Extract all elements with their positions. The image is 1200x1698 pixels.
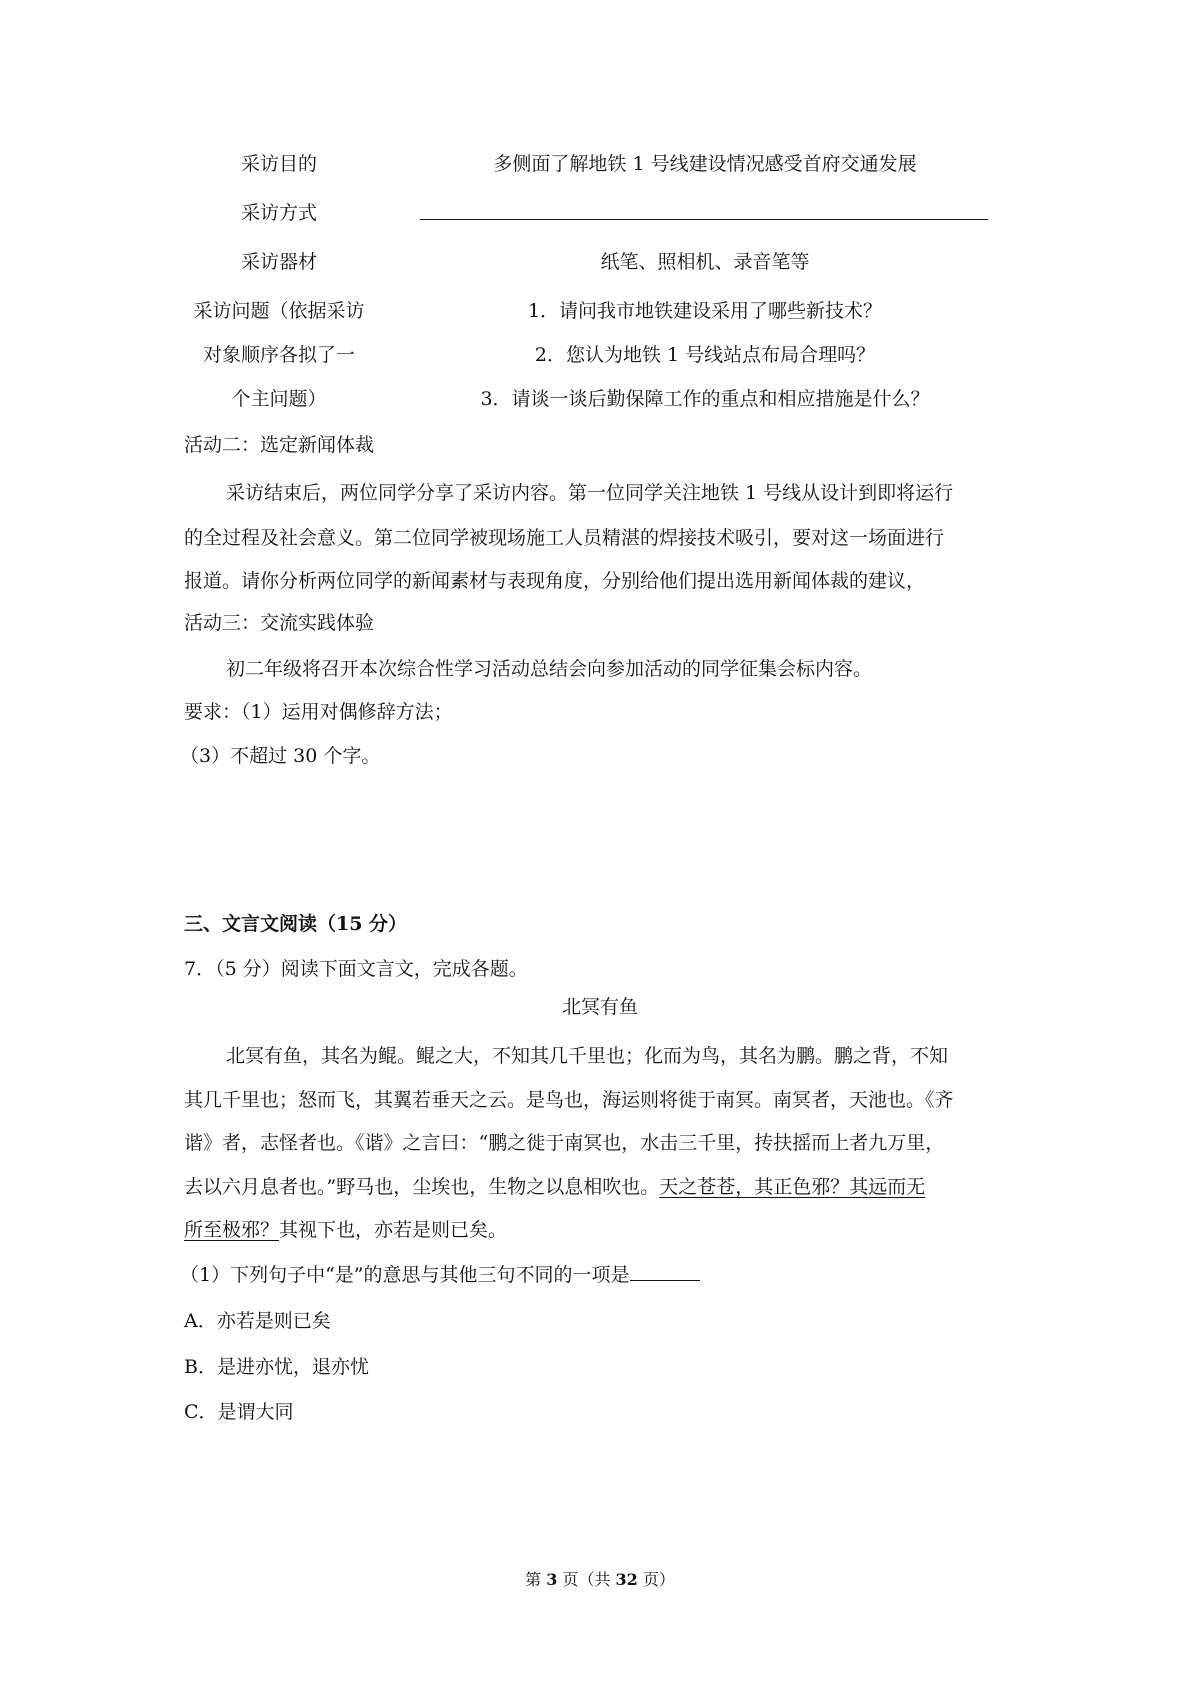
passage-line-5-plain: 其视下也，亦若是则已矣。 <box>279 1219 508 1241</box>
footer-suffix: 页） <box>637 1570 675 1589</box>
question-7-prompt: 7．（5 分）阅读下面文言文，完成各题。 <box>184 958 528 980</box>
activity2-title: 活动二：选定新闻体裁 <box>184 434 375 456</box>
method-answer-blank[interactable] <box>420 219 988 220</box>
activity3-req-3: （3）不超过 30 个字。 <box>180 745 381 767</box>
passage-title: 北冥有鱼 <box>561 996 638 1018</box>
passage-line-4-plain: 去以六月息者也。”野马也，尘埃也，生物之以息相吹也。 <box>184 1176 660 1198</box>
subquestion-1-text: （1）下列句子中“是”的意思与其他三句不同的一项是 <box>180 1264 630 1286</box>
activity2-para-line-2: 的全过程及社会意义。第二位同学被现场施工人员精湛的焊接技术吸引，要对这一场面进行 <box>184 527 945 549</box>
interview-question-2: 2．您认为地铁 1 号线站点布局合理吗？ <box>534 344 876 366</box>
passage-line-4 <box>184 1172 925 1199</box>
option-b: B．是进亦忧，退亦忧 <box>184 1356 369 1378</box>
answer-blank[interactable] <box>630 1262 700 1281</box>
table-label-questions-3: 个主问题） <box>231 388 327 410</box>
option-a: A．亦若是则已矣 <box>184 1310 331 1332</box>
table-label-purpose: 采访目的 <box>240 153 317 175</box>
activity3-req-1: 要求：（1）运用对偶修辞方法； <box>184 701 453 723</box>
passage-line-2: 其几千里也；怒而飞，其翼若垂天之云。是鸟也，海运则将徙于南冥。南冥者，天池也。《齐 <box>184 1089 954 1111</box>
footer-middle: 页（共 <box>557 1570 616 1589</box>
table-label-questions-2: 对象顺序各拟了一 <box>202 344 355 366</box>
activity3-title: 活动三：交流实践体验 <box>184 612 375 634</box>
passage-line-5-underlined: 所至极邪？ <box>184 1219 280 1241</box>
page-footer <box>0 1567 1200 1590</box>
table-label-method: 采访方式 <box>240 202 317 224</box>
table-value-purpose: 多侧面了解地铁 1 号线建设情况感受首府交通发展 <box>493 153 917 175</box>
activity2-para-line-3: 报道。请你分析两位同学的新闻素材与表现角度，分别给他们提出选用新闻体裁的建议， <box>184 570 926 592</box>
table-label-questions-1: 采访问题（依据采访 <box>193 300 365 322</box>
interview-question-1: 1．请问我市地铁建设采用了哪些新技术？ <box>527 300 883 322</box>
passage-line-5 <box>184 1215 507 1242</box>
subquestion-1 <box>180 1260 700 1287</box>
passage-line-3: 谐》者，志怪者也。《谐》之言曰：“鹏之徙于南冥也，水击三千里，抟扶摇而上者九万里， <box>184 1132 945 1154</box>
table-value-equipment: 纸笔、照相机、录音笔等 <box>600 251 810 273</box>
table-label-equipment: 采访器材 <box>240 251 317 273</box>
passage-line-1: 北冥有鱼，其名为鲲。鲲之大，不知其几千里也；化而为鸟，其名为鹏。鹏之背，不知 <box>226 1045 949 1067</box>
option-c: C．是谓大同 <box>184 1401 294 1423</box>
passage-line-4-underlined: 天之苍苍，其正色邪？其远而无 <box>659 1176 926 1198</box>
footer-prefix: 第 <box>525 1570 547 1589</box>
section3-heading: 三、文言文阅读（15 分） <box>184 913 408 935</box>
activity3-para: 初二年级将召开本次综合性学习活动总结会向参加活动的同学征集会标内容。 <box>226 658 873 680</box>
footer-page-number: 3 <box>546 1570 558 1589</box>
activity2-para-line-1: 采访结束后，两位同学分享了采访内容。第一位同学关注地铁 1 号线从设计到即将运行 <box>226 482 954 504</box>
footer-total-pages: 32 <box>615 1570 638 1589</box>
interview-question-3: 3．请谈一谈后勤保障工作的重点和相应措施是什么？ <box>480 388 930 410</box>
